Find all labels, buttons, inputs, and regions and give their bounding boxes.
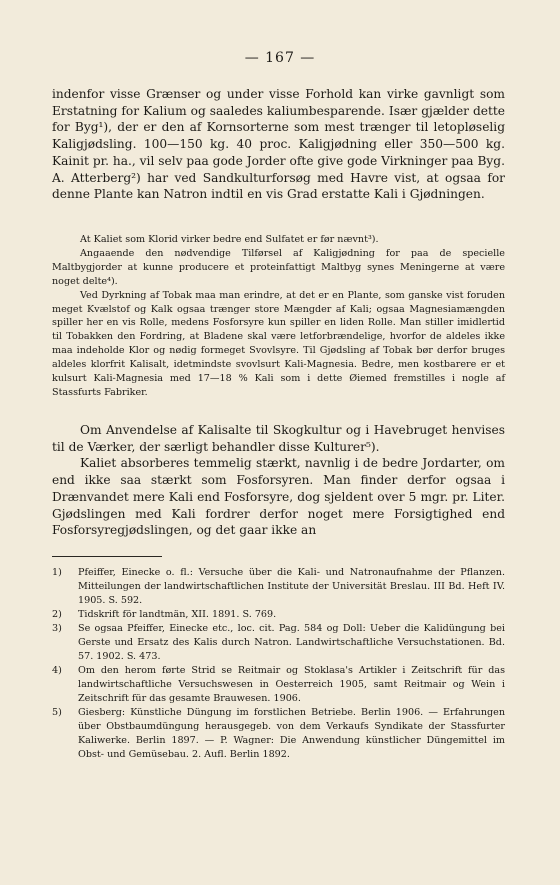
small-paragraph: At Kaliet som Klorid virker bedre end Sulfatet er før nævnt³). — [80, 234, 379, 245]
footnote-text: Giesberg: Künstliche Düngung im forstlichen Betriebe. Berlin 1906. — Erfahrungen über Obstbaumdüngung herausgegeb. von dem Verkaufs Syndikate der Stassfurter Kaliwerke. Berlin 1897. — P. Wagner: Die Anwendung künstlicher Düngemittel im Obst- und Gemüsebau. 2. Aufl. Berlin 1892. — [78, 707, 505, 760]
footnotes — [52, 566, 505, 762]
small-print-section — [52, 233, 505, 400]
small-paragraph: Angaaende den nødvendige Tilførsel af Kaligjødning for paa de specielle Maltbygjorder at kunne producere et proteinfattigt Maltbyg synes Meningerne at være noget delte⁴). — [52, 247, 505, 287]
small-paragraph: Ved Dyrkning af Tobak maa man erindre, at det er en Plante, som ganske vist foruden meget Kvælstof og Kalk ogsaa trænger store Mængder af Kali; ogsaa Magnesiamængden spiller her en vis Rolle, medens Fosforsyre kun spiller en liden Rolle. Man stiller imidlertid til Tobakken den Fordring, at Bladene skal være letforbrændelige, hvorfor de aldeles ikke maa indeholde Klor og nødig formeget Svovlsyre. Til Gjødsling af Tobak bør derfor bruges aldeles klorfrit Kalisalt, idetmindste svovlsurt Kali-Magnesia. Bedre, men kostbarere er et kulsurt Kali-Magnesia med 17—18 % Kali som i dette Øiemed fremstilles i nogle af Stassfurts Fabriker. — [52, 289, 505, 398]
paragraph: indenfor visse Grænser og under visse Forhold kan virke gavnligt som Erstatning for Kalium og saaledes kaliumbesparende. Især gjælder dette for Byg¹), der er den af Kornsorterne som mest trænger til letopløselig Kaligjødsling. 100—150 kg. 40 proc. Kaligjødning eller 350—500 kg. Kainit pr. ha., vil selv paa gode Jorder ofte give gode Virkninger paa Byg. A. Atterberg²) har ved Sandkulturforsøg med Havre vist, at ogsaa for denne Plante kan Natron indtil en vis Grad erstatte Kali i Gjødningen. — [52, 87, 505, 202]
paragraph: Om Anvendelse af Kalisalte til Skogkultur og i Havebruget henvises til de Værker, der særligt behandler disse Kulturer⁵). — [52, 423, 505, 454]
footnote-text: Om den herom førte Strid se Reitmair og Stoklasa's Artikler i Zeitschrift für das landwirtschaftliche Versuchswesen in Oesterreich 1905, samt Reitmair og Wein i Zeitschrift für das gesamte Brauwesen. 1906. — [78, 665, 505, 704]
footnote — [52, 622, 505, 664]
footnote-text: Tidskrift för landtmän, XII. 1891. S. 769. — [78, 609, 277, 620]
footnote-mark: 1) — [52, 567, 62, 578]
footnote-mark: 5) — [52, 707, 62, 718]
footnote-text: Se ogsaa Pfeiffer, Einecke etc., loc. cit. Pag. 584 og Doll: Ueber die Kalidüngung bei Gerste und Ersatz des Kalis durch Natron. Landwirtschaftliche Versuchstationen. Bd. 57. 1902. S. 473. — [78, 623, 505, 662]
footnote-text: Pfeiffer, Einecke o. fl.: Versuche über die Kali- und Natronaufnahme der Pflanzen. Mitteilungen der landwirtschaftlichen Institute der Universität Breslau. III Bd. Heft IV. 1905. S. 592. — [78, 567, 505, 606]
page-number: — 167 — — [244, 50, 316, 66]
footnote-mark: 3) — [52, 623, 62, 634]
main-text-top — [52, 86, 505, 203]
footnote-mark: 2) — [52, 609, 62, 620]
footnote — [52, 706, 505, 762]
footnote — [52, 664, 505, 706]
paragraph: Kaliet absorberes temmelig stærkt, navnlig i de bedre Jordarter, om end ikke saa stærkt som Fosforsyren. Man finder derfor ogsaa i Drænvandet mere Kali end Fosforsyre, dog sjeldent over 5 mgr. pr. Liter. Gjødslingen med Kali fordrer derfor noget mere Forsigtighed end Fosforsyregjødslingen, og det gaar ikke an — [52, 456, 505, 538]
footnote — [52, 566, 505, 608]
footnote-divider — [52, 556, 162, 557]
footnote-mark: 4) — [52, 665, 62, 676]
main-text-bottom — [52, 422, 505, 539]
footnote — [52, 608, 505, 622]
